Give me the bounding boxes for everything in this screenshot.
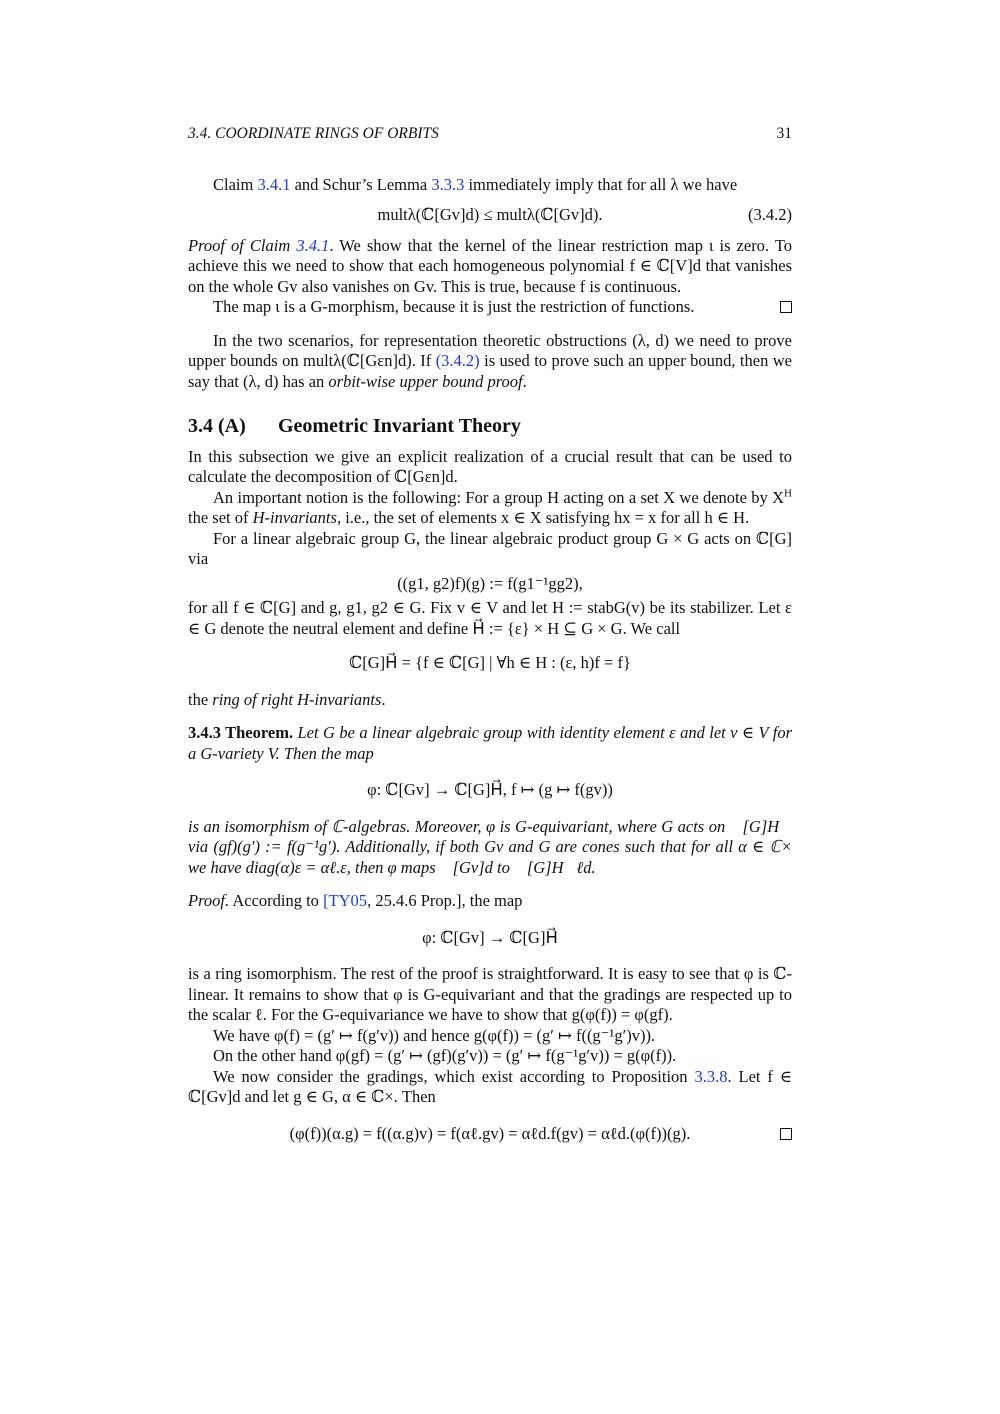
theorem-statement-cont: is an isomorphism of ℂ-algebras. Moreover, φ is G-equivariant, where G acts on ℂ[G]H⃗ via (gf)(g′) := f(g⁻¹g′). Additionally, if both Gv and G are cones such that for all α ∈ ℂ× we have diag(α)ε = αℓ.ε, then φ maps ℂ[Gv]d to ℂ[G]H⃗ℓd.	[188, 816, 792, 877]
paragraph-product-group: For a linear algebraic group G, the linear algebraic product group G × G acts on ℂ[G] via	[188, 528, 792, 568]
section-heading	[188, 416, 792, 437]
page-number: 31	[776, 125, 792, 142]
running-header-section: 3.4. COORDINATE RINGS OF ORBITS	[188, 125, 439, 142]
ref-claim-3-4-1[interactable]: 3.4.1	[257, 174, 291, 194]
equation-3-4-2	[188, 205, 792, 226]
proof-paragraph-3: On the other hand φ(gf) = (g′ ↦ (gf)(g′v)) = (g′ ↦ f(g⁻¹g′v)) = g(φ(f)).	[213, 1046, 677, 1065]
proof-map: φ: ℂ[Gv] → ℂ[G]H⃗	[422, 927, 558, 947]
ref-prop-3-3-8[interactable]: 3.3.8	[694, 1066, 728, 1086]
qed-box-final	[780, 1128, 792, 1140]
equation-right-invariants: ℂ[G]H⃗ = {f ∈ ℂ[G] | ∀h ∈ H : (ε, h)f = f}	[349, 653, 631, 672]
paragraph-scenarios: In the two scenarios, for representation theoretic obstructions (λ, d) we need to prove upper bounds on multλ(ℂ[Gεn]d). If (3.4.2) is used to prove such an upper bound, then we say that (λ, d) has an orbit-wise upper bound proof.	[188, 330, 792, 391]
proof-theorem: Proof. According to [TY05, 25.4.6 Prop.], the map	[188, 891, 523, 910]
section-number: 3.4 (A)	[188, 415, 246, 437]
paragraph-subsection-intro: In this subsection we give an explicit realization of a crucial result that can be used to calculate the decomposition of ℂ[Gεn]d.	[188, 446, 792, 486]
section-title: Geometric Invariant Theory	[278, 415, 521, 437]
paragraph-ring-right-invariants: the ring of right H-invariants.	[188, 689, 386, 709]
equation-action: ((g1, g2)f)(g) := f(g1⁻¹gg2),	[397, 573, 583, 593]
paragraph-stabilizer: for all f ∈ ℂ[G] and g, g1, g2 ∈ G. Fix v ∈ V and let H := stabG(v) be its stabilizer. Let ε ∈ G denote the neutral element and define H⃗ := {ε} × H ⊆ G × G. We call	[188, 598, 792, 638]
proof-paragraph-1: is a ring isomorphism. The rest of the proof is straightforward. It is easy to see that φ is ℂ-linear. It remains to show that φ is G-equivariant and that the gradings are respected up to the scalar ℓ. For the G-equivariance we have to show that g(φ(f)) = φ(gf).	[188, 964, 792, 1024]
theorem-label: 3.4.3 Theorem.	[188, 723, 294, 742]
theorem-3-4-3: 3.4.3 Theorem. Let G be a linear algebraic group with identity element ε and let v ∈ V for a G-variety V. Then the map	[188, 723, 792, 763]
equation-number: (3.4.2)	[748, 205, 792, 224]
equation-formula: multλ(ℂ[Gv]d) ≤ multλ(ℂ[Gv]d).	[377, 205, 603, 224]
final-equation: (φ(f))(α.g) = f((α.g)v) = f(αℓ.gv) = αℓd.f(gv) = αℓd.(φ(f))(g).	[188, 1124, 792, 1145]
ref-claim-3-4-1-proof[interactable]: 3.4.1	[296, 235, 330, 255]
qed-box	[780, 301, 792, 313]
ref-lemma-3-3-3[interactable]: 3.3.3	[431, 174, 465, 194]
ref-ty05[interactable]: [TY05	[323, 891, 368, 910]
ref-eq-3-4-2[interactable]: (3.4.2)	[435, 351, 480, 370]
paragraph-schur: Claim 3.4.1 and Schur’s Lemma 3.3.3 immediately imply that for all λ we have	[213, 174, 738, 194]
paper-page	[188, 124, 792, 1160]
theorem-map: φ: ℂ[Gv] → ℂ[G]H⃗, f ↦ (g ↦ f(gv))	[367, 780, 613, 799]
proof-of-claim-line2: The map ι is a G-morphism, because it is just the restriction of functions.	[188, 297, 792, 318]
proof-paragraph-4: We now consider the gradings, which exist according to Proposition 3.3.8. Let f ∈ ℂ[Gv]d and let g ∈ G, α ∈ ℂ×. Then	[188, 1066, 792, 1106]
paragraph-invariants: An important notion is the following: For a group H acting on a set X we denote by $X^H$ the set of H-invariants, i.e., the set of elements x ∈ X satisfying hx = x for all h ∈ H.	[188, 487, 792, 527]
running-header	[188, 124, 792, 145]
proof-of-claim: Proof of Claim 3.4.1. We show that the kernel of the linear restriction map ι is zero. To achieve this we need to show that each homogeneous polynomial f ∈ ℂ[V]d that vanishes on the whole Gv also vanishes on Gv. This is true, because f is continuous.	[188, 235, 792, 296]
proof-paragraph-2: We have φ(f) = (g′ ↦ f(g′v)) and hence g(φ(f)) = (g′ ↦ f((g⁻¹g′)v)).	[213, 1025, 656, 1045]
